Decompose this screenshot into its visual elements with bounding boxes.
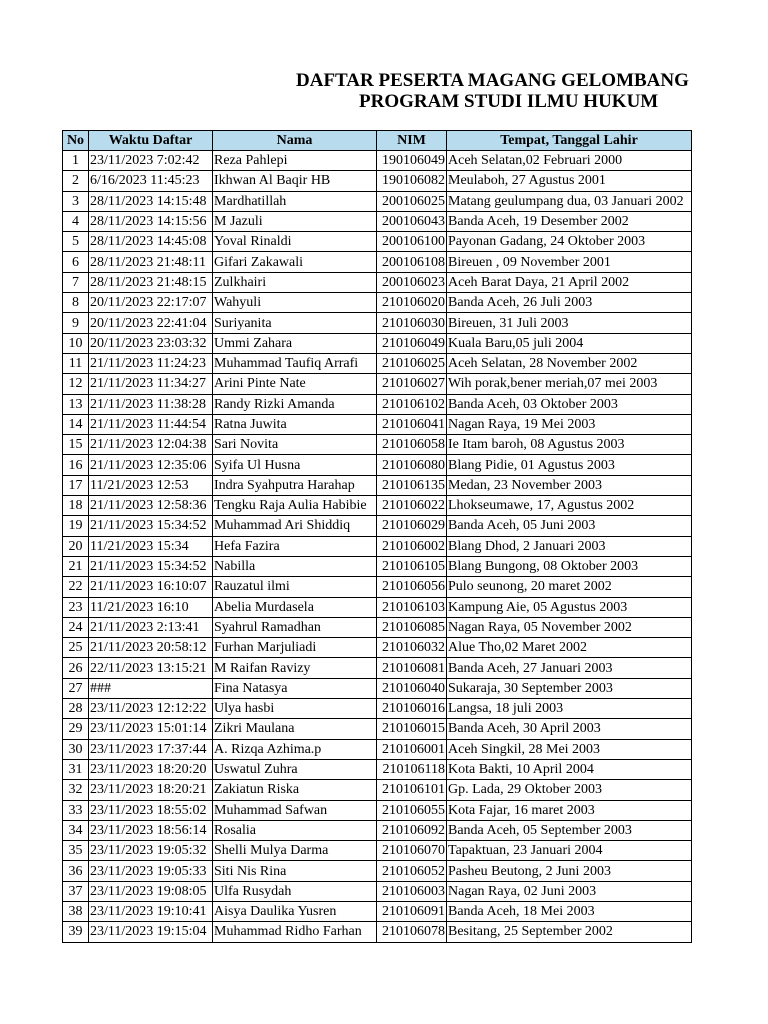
cell-nama: M Jazuli: [213, 211, 377, 231]
cell-waktu-daftar: 23/11/2023 18:55:02: [89, 800, 213, 820]
cell-nama: Rauzatul ilmi: [213, 577, 377, 597]
cell-no: 21: [63, 556, 89, 576]
cell-tempat-tanggal-lahir: Banda Aceh, 26 Juli 2003: [447, 293, 692, 313]
cell-no: 5: [63, 232, 89, 252]
cell-nama: Ulfa Rusydah: [213, 881, 377, 901]
cell-no: 32: [63, 780, 89, 800]
cell-nama: Yoval Rinaldi: [213, 232, 377, 252]
cell-waktu-daftar: 21/11/2023 20:58:12: [89, 638, 213, 658]
cell-tempat-tanggal-lahir: Wih porak,bener meriah,07 mei 2003: [447, 374, 692, 394]
header-waktu-daftar: Waktu Daftar: [89, 131, 213, 151]
cell-no: 28: [63, 699, 89, 719]
cell-waktu-daftar: 20/11/2023 22:41:04: [89, 313, 213, 333]
table-row: [63, 293, 692, 313]
cell-waktu-daftar: 20/11/2023 23:03:32: [89, 333, 213, 353]
cell-tempat-tanggal-lahir: Nagan Raya, 02 Juni 2003: [447, 881, 692, 901]
cell-nama: A. Rizqa Azhima.p: [213, 739, 377, 759]
cell-nim: 210106020: [377, 293, 447, 313]
table-row: [63, 516, 692, 536]
cell-no: 19: [63, 516, 89, 536]
cell-tempat-tanggal-lahir: Aceh Singkil, 28 Mei 2003: [447, 739, 692, 759]
cell-nama: Tengku Raja Aulia Habibie: [213, 496, 377, 516]
cell-tempat-tanggal-lahir: Bireuen, 31 Juli 2003: [447, 313, 692, 333]
cell-nim: 190106049: [377, 151, 447, 171]
cell-tempat-tanggal-lahir: Payonan Gadang, 24 Oktober 2003: [447, 232, 692, 252]
table-row: [63, 759, 692, 779]
cell-waktu-daftar: 22/11/2023 13:15:21: [89, 658, 213, 678]
cell-waktu-daftar: 23/11/2023 18:20:20: [89, 759, 213, 779]
table-row: [63, 719, 692, 739]
cell-nim: 210106078: [377, 922, 447, 942]
cell-nama: Uswatul Zuhra: [213, 759, 377, 779]
cell-nim: 200106100: [377, 232, 447, 252]
table-row: [63, 556, 692, 576]
cell-nama: Muhammad Taufiq Arrafi: [213, 353, 377, 373]
cell-no: 37: [63, 881, 89, 901]
cell-nim: 210106022: [377, 496, 447, 516]
table-row: [63, 455, 692, 475]
table-row: [63, 922, 692, 942]
table-row: [63, 333, 692, 353]
cell-tempat-tanggal-lahir: Meulaboh, 27 Agustus 2001: [447, 171, 692, 191]
cell-no: 24: [63, 617, 89, 637]
cell-no: 6: [63, 252, 89, 272]
cell-nim: 210106091: [377, 901, 447, 921]
cell-waktu-daftar: 28/11/2023 14:45:08: [89, 232, 213, 252]
cell-waktu-daftar: 23/11/2023 18:20:21: [89, 780, 213, 800]
cell-no: 39: [63, 922, 89, 942]
table-row: [63, 313, 692, 333]
table-row: [63, 841, 692, 861]
table-row: [63, 577, 692, 597]
table-row: [63, 739, 692, 759]
cell-waktu-daftar: 28/11/2023 21:48:15: [89, 272, 213, 292]
cell-waktu-daftar: 11/21/2023 16:10: [89, 597, 213, 617]
table-row: [63, 211, 692, 231]
cell-no: 15: [63, 435, 89, 455]
header-nim: NIM: [377, 131, 447, 151]
cell-tempat-tanggal-lahir: Kota Fajar, 16 maret 2003: [447, 800, 692, 820]
cell-nim: 210106001: [377, 739, 447, 759]
cell-no: 11: [63, 353, 89, 373]
cell-nim: 210106135: [377, 475, 447, 495]
table-row: [63, 475, 692, 495]
cell-waktu-daftar: 23/11/2023 7:02:42: [89, 151, 213, 171]
cell-waktu-daftar: 28/11/2023 21:48:11: [89, 252, 213, 272]
cell-no: 18: [63, 496, 89, 516]
cell-nim: 210106103: [377, 597, 447, 617]
cell-nama: Ummi Zahara: [213, 333, 377, 353]
cell-nim: 200106025: [377, 191, 447, 211]
cell-no: 13: [63, 394, 89, 414]
cell-tempat-tanggal-lahir: Kuala Baru,05 juli 2004: [447, 333, 692, 353]
cell-tempat-tanggal-lahir: Nagan Raya, 05 November 2002: [447, 617, 692, 637]
cell-tempat-tanggal-lahir: Blang Dhod, 2 Januari 2003: [447, 536, 692, 556]
cell-tempat-tanggal-lahir: Kampung Aie, 05 Agustus 2003: [447, 597, 692, 617]
cell-nama: Syifa Ul Husna: [213, 455, 377, 475]
cell-waktu-daftar: 23/11/2023 19:08:05: [89, 881, 213, 901]
cell-no: 4: [63, 211, 89, 231]
cell-nama: Arini Pinte Nate: [213, 374, 377, 394]
table-row: [63, 881, 692, 901]
cell-nama: Sari Novita: [213, 435, 377, 455]
cell-waktu-daftar: ###: [89, 678, 213, 698]
table-row: [63, 861, 692, 881]
cell-nim: 210106002: [377, 536, 447, 556]
cell-nama: Shelli Mulya Darma: [213, 841, 377, 861]
cell-nim: 210106029: [377, 516, 447, 536]
cell-nama: Ikhwan Al Baqir HB: [213, 171, 377, 191]
cell-nim: 210106016: [377, 699, 447, 719]
cell-waktu-daftar: 28/11/2023 14:15:48: [89, 191, 213, 211]
cell-waktu-daftar: 21/11/2023 12:04:38: [89, 435, 213, 455]
table-row: [63, 191, 692, 211]
cell-no: 38: [63, 901, 89, 921]
cell-tempat-tanggal-lahir: Blang Pidie, 01 Agustus 2003: [447, 455, 692, 475]
cell-nim: 200106108: [377, 252, 447, 272]
cell-tempat-tanggal-lahir: Banda Aceh, 05 September 2003: [447, 820, 692, 840]
header-no: No: [63, 131, 89, 151]
table-row: [63, 272, 692, 292]
cell-tempat-tanggal-lahir: Banda Aceh, 30 April 2003: [447, 719, 692, 739]
cell-nim: 190106082: [377, 171, 447, 191]
cell-tempat-tanggal-lahir: Banda Aceh, 27 Januari 2003: [447, 658, 692, 678]
cell-nama: Ratna Juwita: [213, 414, 377, 434]
cell-waktu-daftar: 23/11/2023 19:10:41: [89, 901, 213, 921]
table-row: [63, 171, 692, 191]
cell-waktu-daftar: 21/11/2023 11:38:28: [89, 394, 213, 414]
cell-no: 12: [63, 374, 89, 394]
table-header-row: [63, 131, 692, 151]
cell-no: 23: [63, 597, 89, 617]
cell-nim: 210106092: [377, 820, 447, 840]
cell-no: 35: [63, 841, 89, 861]
cell-nama: Wahyuli: [213, 293, 377, 313]
cell-nim: 200106043: [377, 211, 447, 231]
cell-nama: Muhammad Safwan: [213, 800, 377, 820]
cell-tempat-tanggal-lahir: Bireuen , 09 November 2001: [447, 252, 692, 272]
cell-nim: 210106085: [377, 617, 447, 637]
cell-tempat-tanggal-lahir: Tapaktuan, 23 Januari 2004: [447, 841, 692, 861]
cell-no: 33: [63, 800, 89, 820]
cell-tempat-tanggal-lahir: Banda Aceh, 03 Oktober 2003: [447, 394, 692, 414]
cell-waktu-daftar: 21/11/2023 16:10:07: [89, 577, 213, 597]
cell-nim: 210106041: [377, 414, 447, 434]
cell-waktu-daftar: 23/11/2023 19:15:04: [89, 922, 213, 942]
cell-nim: 210106080: [377, 455, 447, 475]
cell-no: 20: [63, 536, 89, 556]
cell-no: 36: [63, 861, 89, 881]
cell-tempat-tanggal-lahir: Medan, 23 November 2003: [447, 475, 692, 495]
cell-waktu-daftar: 21/11/2023 15:34:52: [89, 516, 213, 536]
cell-tempat-tanggal-lahir: Blang Bungong, 08 Oktober 2003: [447, 556, 692, 576]
cell-no: 3: [63, 191, 89, 211]
table-row: [63, 252, 692, 272]
cell-nim: 210106015: [377, 719, 447, 739]
cell-waktu-daftar: 23/11/2023 19:05:32: [89, 841, 213, 861]
cell-nim: 210106118: [377, 759, 447, 779]
cell-no: 8: [63, 293, 89, 313]
table-row: [63, 536, 692, 556]
table-row: [63, 435, 692, 455]
header-nama: Nama: [213, 131, 377, 151]
cell-tempat-tanggal-lahir: Nagan Raya, 19 Mei 2003: [447, 414, 692, 434]
cell-no: 7: [63, 272, 89, 292]
cell-nim: 210106030: [377, 313, 447, 333]
cell-no: 34: [63, 820, 89, 840]
cell-nama: Syahrul Ramadhan: [213, 617, 377, 637]
cell-nama: Muhammad Ari Shiddiq: [213, 516, 377, 536]
cell-waktu-daftar: 21/11/2023 12:58:36: [89, 496, 213, 516]
cell-nim: 210106102: [377, 394, 447, 414]
cell-no: 29: [63, 719, 89, 739]
cell-tempat-tanggal-lahir: Ie Itam baroh, 08 Agustus 2003: [447, 435, 692, 455]
cell-nim: 210106058: [377, 435, 447, 455]
table-row: [63, 374, 692, 394]
table-row: [63, 232, 692, 252]
cell-nama: Fina Natasya: [213, 678, 377, 698]
cell-tempat-tanggal-lahir: Aceh Barat Daya, 21 April 2002: [447, 272, 692, 292]
cell-tempat-tanggal-lahir: Sukaraja, 30 September 2003: [447, 678, 692, 698]
cell-nama: Siti Nis Rina: [213, 861, 377, 881]
cell-nama: Ulya hasbi: [213, 699, 377, 719]
cell-nama: Mardhatillah: [213, 191, 377, 211]
title-line-2: PROGRAM STUDI ILMU HUKUM: [359, 91, 659, 112]
cell-no: 26: [63, 658, 89, 678]
cell-waktu-daftar: 21/11/2023 11:34:27: [89, 374, 213, 394]
cell-no: 9: [63, 313, 89, 333]
cell-nama: Suriyanita: [213, 313, 377, 333]
cell-no: 16: [63, 455, 89, 475]
cell-nim: 210106101: [377, 780, 447, 800]
cell-tempat-tanggal-lahir: Pulo seunong, 20 maret 2002: [447, 577, 692, 597]
cell-nama: Zakiatun Riska: [213, 780, 377, 800]
cell-no: 14: [63, 414, 89, 434]
cell-nama: Reza Pahlepi: [213, 151, 377, 171]
cell-no: 22: [63, 577, 89, 597]
cell-nama: Hefa Fazira: [213, 536, 377, 556]
cell-waktu-daftar: 21/11/2023 2:13:41: [89, 617, 213, 637]
cell-nim: 210106003: [377, 881, 447, 901]
cell-no: 30: [63, 739, 89, 759]
table-row: [63, 800, 692, 820]
table-row: [63, 597, 692, 617]
cell-waktu-daftar: 23/11/2023 17:37:44: [89, 739, 213, 759]
cell-nama: M Raifan Ravizy: [213, 658, 377, 678]
cell-tempat-tanggal-lahir: Langsa, 18 juli 2003: [447, 699, 692, 719]
cell-no: 25: [63, 638, 89, 658]
table-row: [63, 151, 692, 171]
cell-tempat-tanggal-lahir: Lhokseumawe, 17, Agustus 2002: [447, 496, 692, 516]
table-row: [63, 901, 692, 921]
cell-nama: Furhan Marjuliadi: [213, 638, 377, 658]
table-row: [63, 820, 692, 840]
cell-waktu-daftar: 23/11/2023 12:12:22: [89, 699, 213, 719]
cell-tempat-tanggal-lahir: Aceh Selatan, 28 November 2002: [447, 353, 692, 373]
cell-waktu-daftar: 11/21/2023 12:53: [89, 475, 213, 495]
cell-waktu-daftar: 23/11/2023 18:56:14: [89, 820, 213, 840]
table-row: [63, 496, 692, 516]
cell-nama: Zulkhairi: [213, 272, 377, 292]
cell-nim: 210106105: [377, 556, 447, 576]
cell-nim: 210106049: [377, 333, 447, 353]
cell-nama: Muhammad Ridho Farhan: [213, 922, 377, 942]
cell-no: 1: [63, 151, 89, 171]
cell-waktu-daftar: 6/16/2023 11:45:23: [89, 171, 213, 191]
cell-no: 17: [63, 475, 89, 495]
table-row: [63, 699, 692, 719]
cell-tempat-tanggal-lahir: Banda Aceh, 18 Mei 2003: [447, 901, 692, 921]
cell-nim: 210106070: [377, 841, 447, 861]
cell-waktu-daftar: 20/11/2023 22:17:07: [89, 293, 213, 313]
cell-nim: 210106025: [377, 353, 447, 373]
table-row: [63, 394, 692, 414]
cell-nim: 210106055: [377, 800, 447, 820]
table-row: [63, 414, 692, 434]
cell-nama: Zikri Maulana: [213, 719, 377, 739]
participants-table: [62, 130, 692, 943]
table-row: [63, 780, 692, 800]
cell-nama: Gifari Zakawali: [213, 252, 377, 272]
cell-no: 31: [63, 759, 89, 779]
table-row: [63, 353, 692, 373]
cell-no: 2: [63, 171, 89, 191]
cell-nama: Abelia Murdasela: [213, 597, 377, 617]
cell-waktu-daftar: 28/11/2023 14:15:56: [89, 211, 213, 231]
cell-waktu-daftar: 23/11/2023 15:01:14: [89, 719, 213, 739]
cell-nim: 210106032: [377, 638, 447, 658]
cell-waktu-daftar: 21/11/2023 11:24:23: [89, 353, 213, 373]
cell-nama: Aisya Daulika Yusren: [213, 901, 377, 921]
cell-tempat-tanggal-lahir: Besitang, 25 September 2002: [447, 922, 692, 942]
cell-waktu-daftar: 21/11/2023 12:35:06: [89, 455, 213, 475]
table-row: [63, 678, 692, 698]
table-row: [63, 638, 692, 658]
cell-nama: Randy Rizki Amanda: [213, 394, 377, 414]
cell-tempat-tanggal-lahir: Aceh Selatan,02 Februari 2000: [447, 151, 692, 171]
table-row: [63, 658, 692, 678]
cell-waktu-daftar: 11/21/2023 15:34: [89, 536, 213, 556]
cell-nim: 210106056: [377, 577, 447, 597]
cell-nama: Rosalia: [213, 820, 377, 840]
cell-tempat-tanggal-lahir: Pasheu Beutong, 2 Juni 2003: [447, 861, 692, 881]
cell-nim: 210106027: [377, 374, 447, 394]
cell-tempat-tanggal-lahir: Kota Bakti, 10 April 2004: [447, 759, 692, 779]
cell-tempat-tanggal-lahir: Banda Aceh, 19 Desember 2002: [447, 211, 692, 231]
cell-nim: 210106040: [377, 678, 447, 698]
table-row: [63, 617, 692, 637]
cell-tempat-tanggal-lahir: Banda Aceh, 05 Juni 2003: [447, 516, 692, 536]
cell-tempat-tanggal-lahir: Alue Tho,02 Maret 2002: [447, 638, 692, 658]
cell-nim: 210106081: [377, 658, 447, 678]
cell-waktu-daftar: 21/11/2023 15:34:52: [89, 556, 213, 576]
cell-tempat-tanggal-lahir: Gp. Lada, 29 Oktober 2003: [447, 780, 692, 800]
cell-waktu-daftar: 23/11/2023 19:05:33: [89, 861, 213, 881]
cell-tempat-tanggal-lahir: Matang geulumpang dua, 03 Januari 2002: [447, 191, 692, 211]
cell-no: 27: [63, 678, 89, 698]
cell-no: 10: [63, 333, 89, 353]
cell-nama: Indra Syahputra Harahap: [213, 475, 377, 495]
cell-nama: Nabilla: [213, 556, 377, 576]
cell-nim: 200106023: [377, 272, 447, 292]
cell-waktu-daftar: 21/11/2023 11:44:54: [89, 414, 213, 434]
cell-nim: 210106052: [377, 861, 447, 881]
title-line-1: DAFTAR PESERTA MAGANG GELOMBANG: [296, 70, 689, 91]
header-tempat-tanggal-lahir: Tempat, Tanggal Lahir: [447, 131, 692, 151]
